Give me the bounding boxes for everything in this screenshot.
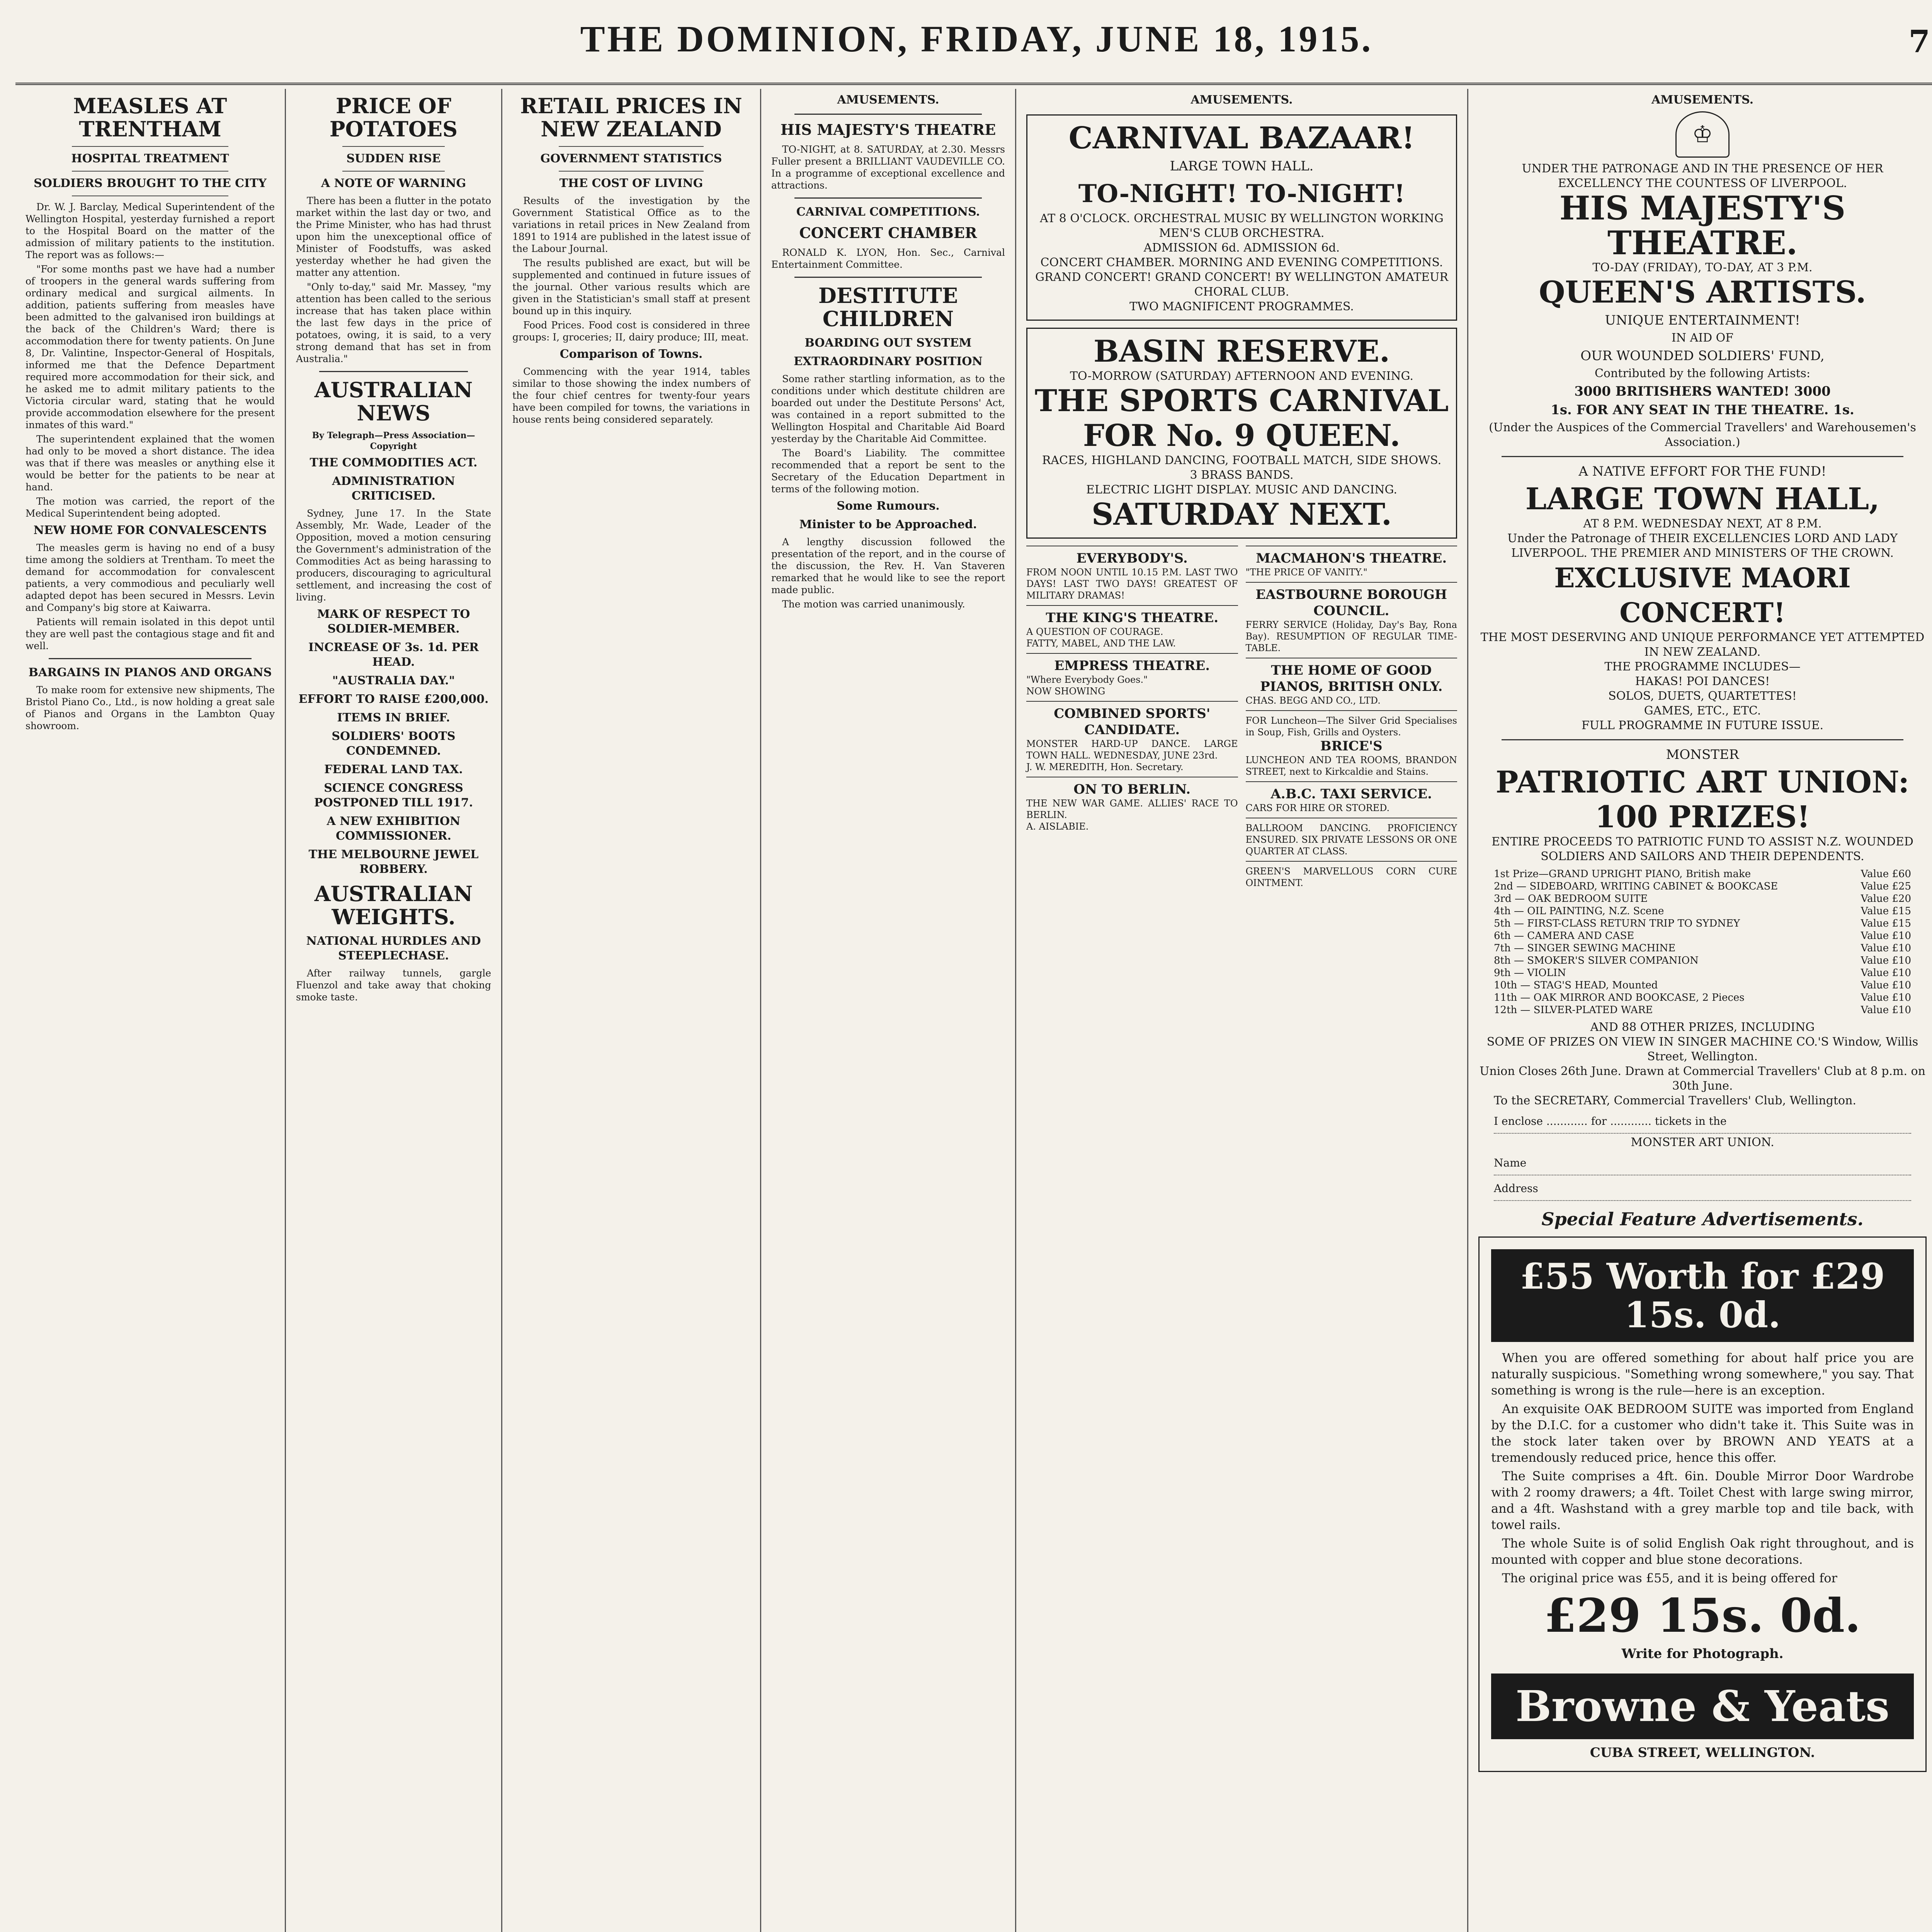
- prize-row: [1494, 893, 1911, 905]
- ad-luncheon: [1246, 710, 1458, 781]
- amusements-header: AMUSEMENTS.: [837, 93, 939, 107]
- ad-title: A.B.C. TAXI SERVICE.: [1270, 786, 1432, 802]
- ad-line: FULL PROGRAMME IN FUTURE ISSUE.: [1581, 719, 1824, 732]
- amusements-header: AMUSEMENTS.: [1651, 93, 1754, 107]
- prize-label: 10th — STAG'S HEAD, Mounted: [1494, 980, 1658, 991]
- headline-destitute: DESTITUTE CHILDREN: [818, 283, 958, 331]
- ad-browne-yeats: [1478, 1236, 1927, 1772]
- page-number: 7: [1908, 23, 1930, 60]
- prize-row: [1494, 930, 1911, 942]
- article-paragraph: The Board's Liability. The committee recommended that a report be sent to the Secretary of the Education Department in terms of the following motion.: [771, 447, 1005, 495]
- ad-title: QUEEN'S ARTISTS.: [1539, 275, 1866, 310]
- article-paragraph: The motion was carried, the report of the Medical Superintendent being adopted.: [26, 496, 275, 519]
- prize-value: Value £10: [1861, 1004, 1911, 1016]
- ad-paragraph: The Suite comprises a 4ft. 6in. Double Mirror Door Wardrobe with 2 roomy drawers; a 4ft. Toilet Chest with large swing mirror, and a 4ft. Washstand with a grey marble top and tile back, with towel rails.: [1491, 1469, 1914, 1532]
- ad-text: TO-NIGHT, at 8. SATURDAY, at 2.30. Messrs Fuller present a BRILLIANT VAUDEVILLE CO. In a programme of exceptional excellence and attractions.: [771, 144, 1005, 191]
- ad-line: (Under the Auspices of the Commercial Travellers' and Warehousemen's Association.): [1489, 421, 1916, 449]
- prize-row: [1494, 979, 1911, 992]
- theatre-ads-right: [1246, 546, 1458, 893]
- subhead-hospital: HOSPITAL TREATMENT: [71, 152, 229, 165]
- prize-label: 3rd — OAK BEDROOM SUITE: [1494, 893, 1648, 905]
- ad-text: FROM NOON UNTIL 10.15 P.M. LAST TWO DAYS! LAST TWO DAYS! GREATEST OF MILITARY DRAMAS!: [1026, 567, 1238, 601]
- ad-title: BRICE'S: [1320, 738, 1383, 754]
- ad-brand-address: CUBA STREET, WELLINGTON.: [1590, 1745, 1815, 1760]
- ad-line: ENTIRE PROCEEDS TO PATRIOTIC FUND TO ASSIST N.Z. WOUNDED SOLDIERS AND SAILORS AND THEIR DEPENDENTS.: [1492, 835, 1913, 863]
- prize-value: Value £10: [1861, 992, 1911, 1003]
- ad-line: GRAND CONCERT! GRAND CONCERT! BY WELLINGTON AMATEUR CHORAL CLUB.: [1035, 270, 1448, 299]
- article-paragraph: A lengthy discussion followed the presentation of the report, and in the course of the discussion, the Rev. H. Van Staveren remarked that he would like to see the report made public.: [771, 536, 1005, 595]
- subhead-science: SCIENCE CONGRESS POSTPONED TILL 1917.: [314, 781, 473, 810]
- prize-value: Value £10: [1861, 930, 1911, 942]
- ad-text: J. W. MEREDITH, Hon. Secretary.: [1026, 762, 1184, 772]
- coupon-enclose-field[interactable]: I enclose ............ for ............ tickets in the: [1494, 1110, 1911, 1134]
- article-paragraph: The measles germ is having no end of a busy time among the soldiers at Trentham. To meet the demand for accommodation for convalescent patients, a very commodious and peculiarly well adapted depot has been secured in Messrs. Levin and Company's big store at Kaiwarra.: [26, 542, 275, 613]
- ad-tonight: TO-NIGHT! TO-NIGHT!: [1078, 179, 1405, 208]
- ad-title: 100 PRIZES!: [1595, 799, 1810, 835]
- prize-value: Value £15: [1861, 905, 1911, 917]
- subhead-effort: EFFORT TO RAISE £200,000.: [298, 692, 489, 706]
- ad-subtitle: MONSTER: [1666, 747, 1739, 762]
- column-5: [1016, 89, 1468, 1932]
- ad-text: BALLROOM DANCING. PROFICIENCY ENSURED. SIX PRIVATE LESSONS OR ONE QUARTER AT CLASS.: [1245, 823, 1457, 857]
- prize-label: 11th — OAK MIRROR AND BOOKCASE, 2 Pieces: [1494, 992, 1745, 1003]
- divider: [72, 171, 228, 172]
- subhead-commodities: THE COMMODITIES ACT.: [310, 456, 478, 469]
- ad-title: PATRIOTIC ART UNION:: [1495, 765, 1910, 800]
- ad-title: HIS MAJESTY'S THEATRE.: [1559, 189, 1845, 262]
- ad-taxi: [1246, 781, 1458, 818]
- ad-title: SATURDAY NEXT.: [1092, 497, 1392, 532]
- headline-australian-news: AUSTRALIAN NEWS: [314, 378, 473, 425]
- ad-title: BASIN RESERVE.: [1094, 334, 1390, 369]
- prize-value: Value £10: [1861, 980, 1911, 991]
- subhead-land-tax: FEDERAL LAND TAX.: [324, 763, 463, 776]
- ad-concert-chamber: CONCERT CHAMBER: [799, 224, 977, 242]
- prize-row: [1494, 992, 1911, 1004]
- ad-subtitle: LARGE TOWN HALL.: [1170, 158, 1314, 174]
- subhead-minister: Minister to be Approached.: [799, 518, 977, 531]
- ad-text: CARS FOR HIRE OR STORED.: [1245, 803, 1390, 813]
- ad-subtitle: OUR WOUNDED SOLDIERS' FUND,: [1580, 348, 1825, 364]
- prize-list: [1494, 868, 1911, 1016]
- ad-line: TWO MAGNIFICENT PROGRAMMES.: [1129, 300, 1354, 313]
- ad-line: IN AID OF: [1671, 331, 1734, 345]
- divider: [49, 658, 252, 659]
- ad-carnival-competitions: CARNIVAL COMPETITIONS.: [796, 205, 980, 219]
- ad-berlin: [1026, 777, 1238, 836]
- prize-value: Value £20: [1861, 893, 1911, 905]
- subhead-extraordinary: EXTRAORDINARY POSITION: [794, 355, 983, 368]
- ad-line: AND 88 OTHER PRIZES, INCLUDING: [1590, 1020, 1815, 1034]
- ad-text: CHAS. BEGG AND CO., LTD.: [1245, 695, 1381, 706]
- article-paragraph: Food Prices. Food cost is considered in three groups: I, groceries; II, dairy produce; III, meat.: [512, 320, 750, 343]
- prize-label: 4th — OIL PAINTING, N.Z. Scene: [1494, 905, 1664, 917]
- article-paragraph: The motion was carried unanimously.: [782, 599, 965, 610]
- prize-row: [1494, 917, 1911, 930]
- subhead-administration: ADMINISTRATION CRITICISED.: [332, 474, 455, 503]
- special-feature-heading: Special Feature Advertisements.: [1541, 1209, 1864, 1230]
- ad-line: UNDER THE PATRONAGE AND IN THE PRESENCE OF HER EXCELLENCY THE COUNTESS OF LIVERPOOL.: [1522, 162, 1883, 190]
- prize-value: Value £10: [1861, 942, 1911, 954]
- subhead-increase: INCREASE OF 3s. 1d. PER HEAD.: [308, 641, 479, 669]
- article-paragraph: Commencing with the year 1914, tables similar to those showing the index numbers of the four chief centres for twenty-four years have been compiled for towns, the variations in house rents being considered separately.: [512, 366, 750, 425]
- article-paragraph: The results published are exact, but will be supplemented and continued in future issues of the journal. Other various results which are given in the Statistician's small staff at present bound up in this inquiry.: [512, 257, 750, 316]
- ad-line: GAMES, ETC., ETC.: [1644, 704, 1761, 718]
- ad-title: EVERYBODY'S.: [1076, 551, 1188, 566]
- article-paragraph: "For some months past we have had a number of troopers in the general wards suffering from ordinary medical and surgical ailments. In addition, patients suffering from measles have been admitted to the galvanised iron buildings at the back of the Children's Ward; there is accommodation there for twenty patients. On June 8, Dr. Valintine, Inspector-General of Hospitals, informed me that the Defence Department required more accommodation for their sick, and he asked me to admit military patients to the Victoria circular ward, stating that he would provide accommodation elsewhere for the present inmates of this ward.": [26, 264, 275, 430]
- prize-label: 7th — SINGER SEWING MACHINE: [1494, 942, 1676, 954]
- ad-kings: [1026, 605, 1238, 653]
- ad-line: SOLOS, DUETS, QUARTETTES!: [1608, 689, 1797, 703]
- prize-row: [1494, 868, 1911, 880]
- newspaper-title: THE DOMINION, FRIDAY, JUNE 18, 1915.: [580, 18, 1373, 60]
- ad-macmahons: [1246, 546, 1458, 582]
- subhead-warning: A NOTE OF WARNING: [321, 177, 466, 190]
- ad-text: LUNCHEON AND TEA ROOMS, BRANDON STREET, next to Kirkcaldie and Stains.: [1245, 755, 1457, 777]
- prize-label: 12th — SILVER-PLATED WARE: [1494, 1004, 1653, 1016]
- subhead-boarding: BOARDING OUT SYSTEM: [804, 336, 972, 350]
- ad-headline-worth: £55 Worth for £29 15s. 0d.: [1491, 1249, 1914, 1342]
- ad-paragraph: The original price was £55, and it is being offered for: [1502, 1571, 1837, 1585]
- ad-title: EMPRESS THEATRE.: [1054, 658, 1210, 673]
- article-paragraph: There has been a flutter in the potato market within the last day or two, and the Prime Minister, who has had thrust upon him the unexceptional office of Minister of Foodstuffs, was asked yesterday whether he had given the matter any attention.: [296, 195, 491, 278]
- ad-text: RONALD K. LYON, Hon. Sec., Carnival Entertainment Committee.: [771, 247, 1005, 270]
- prize-row: [1494, 967, 1911, 979]
- royal-crest-icon: ♔: [1675, 111, 1730, 158]
- theatre-ads-left: [1026, 546, 1238, 893]
- ad-line: TO-DAY (FRIDAY), TO-DAY, AT 3 P.M.: [1592, 261, 1813, 274]
- byline: By Telegraph—Press Association—Copyright: [312, 430, 475, 451]
- ad-text: GREEN'S MARVELLOUS CORN CURE OINTMENT.: [1245, 866, 1457, 888]
- prize-label: 1st Prize—GRAND UPRIGHT PIANO, British make: [1494, 868, 1751, 880]
- masthead: [15, 8, 1932, 85]
- coupon-address-field[interactable]: Address: [1494, 1177, 1911, 1201]
- ad-text: FERRY SERVICE (Holiday, Day's Bay, Rona Bay). RESUMPTION OF REGULAR TIME-TABLE.: [1245, 619, 1457, 653]
- ad-line: RACES, HIGHLAND DANCING, FOOTBALL MATCH, SIDE SHOWS.: [1042, 454, 1442, 467]
- ad-title: THE SPORTS CARNIVAL: [1034, 383, 1449, 418]
- ad-text: A QUESTION OF COURAGE.: [1026, 626, 1163, 637]
- ad-line: SOME OF PRIZES ON VIEW IN SINGER MACHINE CO.'S Window, Willis Street, Wellington.: [1486, 1035, 1918, 1063]
- ad-title: COMBINED SPORTS' CANDIDATE.: [1054, 706, 1211, 738]
- ad-line: MONSTER ART UNION.: [1631, 1136, 1774, 1149]
- subhead-statistics: GOVERNMENT STATISTICS: [540, 152, 722, 165]
- ad-brand-name: Browne & Yeats: [1491, 1673, 1914, 1739]
- ad-line: HAKAS! POI DANCES!: [1635, 675, 1770, 688]
- ad-line: TO-MORROW (SATURDAY) AFTERNOON AND EVENING.: [1070, 369, 1413, 383]
- prize-value: Value £10: [1861, 955, 1911, 966]
- article-paragraph: Sydney, June 17. In the State Assembly, Mr. Wade, Leader of the Opposition, moved a motion censuring the Government's administration of the Commodities Act as being harassing to producers, discouraging to agricultural settlement, and increasing the cost of living.: [296, 508, 491, 603]
- ad-line: Contributed by the following Artists:: [1594, 367, 1811, 380]
- subhead-hurdles: NATIONAL HURDLES AND STEEPLECHASE.: [306, 934, 481, 963]
- divider: [559, 146, 704, 147]
- prize-label: 9th — VIOLIN: [1494, 967, 1566, 979]
- divider: [794, 114, 982, 115]
- article-paragraph: Results of the investigation by the Government Statistical Office as to the variations in retail prices in New Zealand from 1891 to 1914 are published in the latest issue of the Labour Journal.: [512, 195, 750, 254]
- column-2: [286, 89, 502, 1932]
- prize-row: [1494, 880, 1911, 893]
- ad-text: NOW SHOWING: [1026, 686, 1105, 697]
- prize-value: Value £15: [1861, 918, 1911, 929]
- ad-paragraph: The whole Suite is of solid English Oak right throughout, and is mounted with copper and blue stone decorations.: [1491, 1536, 1914, 1567]
- ad-line: AT 8 O'CLOCK. ORCHESTRAL MUSIC BY WELLINGTON WORKING MEN'S CLUB ORCHESTRA.: [1040, 212, 1444, 240]
- headline-convalescents: NEW HOME FOR CONVALESCENTS: [33, 524, 267, 537]
- headline-retail-prices: RETAIL PRICES IN NEW ZEALAND: [520, 94, 742, 141]
- ad-text: THE NEW WAR GAME. ALLIES' RACE TO BERLIN.: [1026, 798, 1238, 820]
- column-1: [15, 89, 286, 1932]
- ad-text: FATTY, MABEL, AND THE LAW.: [1026, 638, 1176, 649]
- divider: [342, 171, 445, 172]
- article-paragraph: Dr. W. J. Barclay, Medical Superintendent of the Wellington Hospital, yesterday furnished a report to the Hospital Board on the matter of the admission of military patients to the institution. The report was as follows:—: [26, 201, 275, 260]
- headline-weights: AUSTRALIAN WEIGHTS.: [314, 881, 473, 929]
- ad-line: THE PROGRAMME INCLUDES—: [1604, 660, 1801, 673]
- ad-title: CARNIVAL BAZAAR!: [1068, 121, 1415, 156]
- coupon-to: To the SECRETARY, Commercial Travellers' Club, Wellington.: [1494, 1094, 1856, 1107]
- ad-subtitle: 1s. FOR ANY SEAT IN THE THEATRE. 1s.: [1551, 402, 1854, 418]
- prize-label: 2nd — SIDEBOARD, WRITING CABINET & BOOKCASE: [1494, 881, 1778, 892]
- ad-text: "Where Everybody Goes.": [1026, 674, 1148, 685]
- ad-ballroom: [1246, 818, 1458, 861]
- subhead-jewel: THE MELBOURNE JEWEL ROBBERY.: [308, 848, 479, 876]
- prize-label: 6th — CAMERA AND CASE: [1494, 930, 1634, 942]
- ad-text: A. AISLABIE.: [1026, 821, 1089, 832]
- prize-value: Value £25: [1861, 881, 1911, 892]
- ad-carnival-bazaar: [1026, 114, 1457, 321]
- subhead-mark-respect: MARK OF RESPECT TO SOLDIER-MEMBER.: [317, 607, 470, 636]
- article-paragraph: To make room for extensive new shipments, The Bristol Piano Co., Ltd., is now holding a great sale of Pianos and Organs in the Lambton Quay showroom.: [26, 684, 275, 731]
- ad-write-photo: Write for Photograph.: [1621, 1646, 1784, 1662]
- subhead-australia-day: "AUSTRALIA DAY.": [332, 674, 455, 687]
- ad-sports-carnival: [1026, 328, 1457, 539]
- amusements-header: AMUSEMENTS.: [1190, 93, 1293, 107]
- ad-subtitle: UNIQUE ENTERTAINMENT!: [1605, 313, 1800, 328]
- ad-corn-cure: [1246, 861, 1458, 893]
- prize-row: [1494, 1004, 1911, 1016]
- article-paragraph: The superintendent explained that the women had only to be moved a short distance. The idea was that if there was measles or anything else it would be better for the patients to be near at hand.: [26, 434, 275, 493]
- ad-line: 3 BRASS BANDS.: [1190, 468, 1294, 482]
- ad-title: ON TO BERLIN.: [1073, 782, 1191, 797]
- ad-line: Under the Patronage of THEIR EXCELLENCIES LORD AND LADY LIVERPOOL. THE PREMIER AND MINISTERS OF THE CROWN.: [1507, 532, 1898, 560]
- ad-his-majestys: HIS MAJESTY'S THEATRE: [780, 121, 996, 138]
- prize-label: 8th — SMOKER'S SILVER COMPANION: [1494, 955, 1699, 966]
- ad-paragraph: When you are offered something for about half price you are naturally suspicious. "Something wrong somewhere," you say. That something is wrong is the rule—here is an exception.: [1491, 1350, 1914, 1398]
- ad-text: MONSTER HARD-UP DANCE. LARGE TOWN HALL. WEDNESDAY, JUNE 23rd.: [1026, 738, 1238, 761]
- column-4: [761, 89, 1016, 1932]
- prize-value: Value £10: [1861, 967, 1911, 979]
- ad-line: ADMISSION 6d. ADMISSION 6d.: [1143, 241, 1340, 255]
- ad-text: FOR Luncheon—The Silver Grid Specialises in Soup, Fish, Grills and Oysters.: [1245, 715, 1457, 738]
- headline-measles: MEASLES AT TRENTHAM: [73, 94, 227, 141]
- ad-line: Union Closes 26th June. Drawn at Commercial Travellers' Club at 8 p.m. on 30th June.: [1480, 1065, 1925, 1093]
- ad-title: LARGE TOWN HALL,: [1525, 481, 1880, 517]
- ad-subtitle: 3000 BRITISHERS WANTED! 3000: [1574, 384, 1831, 399]
- subhead-exhibition: A NEW EXHIBITION COMMISSIONER.: [327, 815, 461, 843]
- divider: [319, 371, 468, 372]
- subhead-cost-living: THE COST OF LIVING: [559, 177, 703, 190]
- divider: [1502, 456, 1903, 457]
- ad-title: MACMAHON'S THEATRE.: [1256, 551, 1447, 566]
- ad-line: CONCERT CHAMBER. MORNING AND EVENING COMPETITIONS.: [1040, 256, 1443, 269]
- ad-empress: [1026, 653, 1238, 701]
- ad-paragraph: An exquisite OAK BEDROOM SUITE was imported from England by the D.I.C. for a customer who didn't take it. This Suite was in the stock later taken over by BROWN AND YEATS at a tremendously reduced price, hence this offer.: [1491, 1401, 1914, 1465]
- ad-everybodys: [1026, 546, 1238, 605]
- article-paragraph: Patients will remain isolated in this depot until they are well past the contagious stage and fit and well.: [26, 616, 275, 651]
- subhead-items-brief: ITEMS IN BRIEF.: [337, 711, 450, 724]
- ad-title: FOR No. 9 QUEEN.: [1083, 418, 1401, 453]
- divider: [342, 146, 445, 147]
- coupon-name-field[interactable]: Name: [1494, 1151, 1911, 1175]
- ad-eastbourne: [1246, 582, 1458, 658]
- prize-row: [1494, 942, 1911, 954]
- ad-pianos: [1246, 658, 1458, 710]
- ad-line: THE MOST DESERVING AND UNIQUE PERFORMANCE YET ATTEMPTED IN NEW ZEALAND.: [1480, 631, 1925, 659]
- article-paragraph: Some rather startling information, as to the conditions under which destitute children are boarded out under the Destitute Persons' Act, was contained in a report submitted to the Wellington Hospital and Charitable Aid Board yesterday by the Charitable Aid Committee.: [771, 373, 1005, 444]
- prize-value: Value £60: [1861, 868, 1911, 880]
- subhead-soldiers: SOLDIERS BROUGHT TO THE CITY: [34, 177, 267, 190]
- ad-subtitle: A NATIVE EFFORT FOR THE FUND!: [1578, 464, 1827, 479]
- ad-title: EXCLUSIVE MAORI CONCERT!: [1554, 562, 1851, 629]
- subhead-sudden-rise: SUDDEN RISE: [346, 152, 441, 165]
- ad-text: "THE PRICE OF VANITY.": [1245, 567, 1367, 578]
- column-6: [1468, 89, 1932, 1932]
- article-paragraph: "Only to-day," said Mr. Massey, "my attention has been called to the serious increase that has taken place within the last few days in the price of potatoes, owing, it is said, to a very strong demand that has set in from Australia.": [296, 281, 491, 364]
- prize-label: 5th — FIRST-CLASS RETURN TRIP TO SYDNEY: [1494, 918, 1740, 929]
- subhead-comparison: Comparison of Towns.: [560, 347, 703, 361]
- subhead-boots: SOLDIERS' BOOTS CONDEMNED.: [332, 730, 456, 758]
- divider: [794, 277, 982, 278]
- ad-line: ELECTRIC LIGHT DISPLAY. MUSIC AND DANCING.: [1086, 483, 1397, 497]
- headline-potatoes: PRICE OF POTATOES: [329, 94, 458, 141]
- ad-title: THE HOME OF GOOD PIANOS, BRITISH ONLY.: [1260, 663, 1443, 694]
- subhead-rumours: Some Rumours.: [837, 499, 940, 513]
- theatre-ads-row: [1026, 546, 1457, 893]
- column-3: [502, 89, 761, 1932]
- prize-row: [1494, 954, 1911, 967]
- divider: [559, 171, 704, 172]
- divider: [72, 146, 228, 147]
- ad-offer-price: £29 15s. 0d.: [1544, 1588, 1861, 1643]
- divider: [1502, 739, 1903, 740]
- ad-combined-sports: [1026, 701, 1238, 777]
- article-paragraph: After railway tunnels, gargle Fluenzol and take away that choking smoke taste.: [296, 968, 491, 1003]
- headline-pianos: BARGAINS IN PIANOS AND ORGANS: [28, 666, 272, 679]
- prize-row: [1494, 905, 1911, 917]
- ad-title: THE KING'S THEATRE.: [1046, 610, 1219, 626]
- ad-title: EASTBOURNE BOROUGH COUNCIL.: [1255, 587, 1447, 619]
- ad-line: AT 8 P.M. WEDNESDAY NEXT, AT 8 P.M.: [1583, 517, 1822, 531]
- divider: [794, 197, 982, 199]
